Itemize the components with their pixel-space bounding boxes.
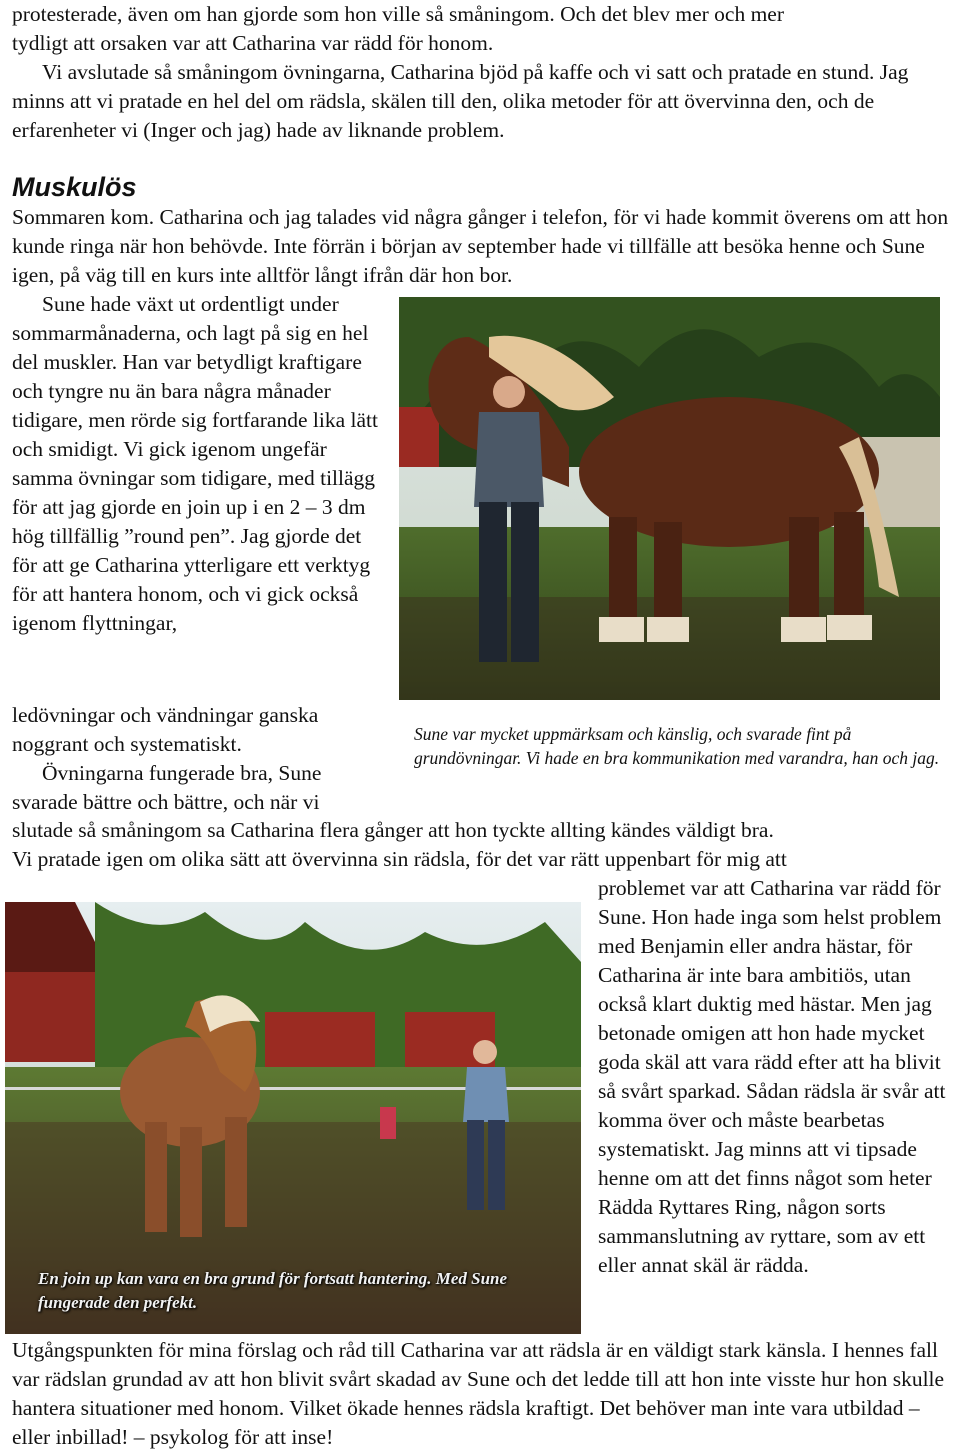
final-paragraph-block (12, 1336, 956, 1452)
photo-2-caption: En join up kan vara en bra grund för fortsatt hantering. Med Sune fungerade den perfekt. (38, 1269, 508, 1312)
section-paragraph-4a: Vi pratade igen om olika sätt att övervinna sin rädsla, för det var rätt uppenbart för mig att (12, 847, 787, 871)
section-paragraph-1-block (12, 203, 956, 290)
section-heading: Muskulös (12, 172, 137, 202)
section-paragraph-2b: ledövningar och vändningar ganska noggrant och systematiskt. (12, 703, 319, 756)
section-paragraph-5: Utgångspunkten för mina förslag och råd till Catharina var att rädsla är en väldigt stark känsla. I hennes fall var rädslan grundad av att hon blivit svårt skadad av Sune och det ledde till att hon inte visste hur hon skulle hantera situationer med honom. Vilket ökade hennes rädsla kraftigt. Det behöver man inte vara utbildad – eller inbillad! – psykolog för att inse! (12, 1338, 945, 1449)
intro-paragraph-2: Vi avslutade så småningom övningarna, Catharina bjöd på kaffe och vi satt och pratade en stund. Jag minns att vi pratade en hel del om rädsla, skälen till den, olika metoder för att övervinna den, och de erfarenheter vi (Inger och jag) hade av liknande problem. (12, 60, 909, 142)
section-heading-block (12, 170, 956, 204)
full-width-block (12, 816, 956, 874)
intro-line-1: protesterade, även om han gjorde som hon ville så småningom. Och det blev mer och mer (12, 2, 784, 26)
intro-block (12, 0, 956, 145)
horse-photo-1 (399, 297, 940, 700)
intro-line-2: tydligt att orsaken var att Catharina var rädd för honom. (12, 31, 494, 55)
section-paragraph-1: Sommaren kom. Catharina och jag talades vid några gånger i telefon, för vi hade kommit överens om att hon kunde ringa när hon behövde. Inte förrän i början av september hade vi tillfälle att besöka henne och Sune igen, på väg till en kurs inte alltför långt ifrån där hon bor. (12, 205, 949, 287)
right-column-text (598, 874, 956, 1280)
section-paragraph-3b: slutade så småningom sa Catharina flera gånger att hon tyckte allting kändes väldigt bra. (12, 818, 774, 842)
left-column-continuation (12, 701, 392, 817)
section-paragraph-4b: problemet var att Catharina var rädd för Sune. Hon hade inga som helst problem med Benjamin eller andra hästar, för Catharina är inte bara ambitiös, utan också klart duktig med hästar. Men jag betonade omigen att hon hade mycket goda skäl att vara rädd efter att ha blivit så svårt sparkad. Sådan rädsla är svår att komma över och måste bearbetas systematiskt. Jag minns att vi tipsade henne om att det finns något som heter Rädda Ryttares Ring, någon sorts sammanslutning av ryttare, som av ett eller annat skäl är rädda. (598, 876, 946, 1277)
section-paragraph-2: Sune hade växt ut ordentligt under sommarmånaderna, och lagt på sig en hel del muskler. Han var betydligt kraftigare och tyngre nu än bara några månader tidigare, men rörde sig fortfarande lika lätt och smidigt. Vi gick igenom ungefär samma övningar som tidigare, med tillägg för att jag gjorde en join up i en 2 – 3 dm hög tillfällig ”round pen”. Jag gjorde det för att ge Catharina ytterligare ett verktyg för att hantera honom, och vi gick också igenom flyttningar, (12, 292, 378, 635)
section-paragraph-3a: Övningarna fungerade bra, Sune svarade bättre och bättre, och när vi (12, 761, 322, 814)
photo-1-caption: Sune var mycket uppmärksam och känslig, och svarade fint på grundövningar. Vi hade en bra kommunikation med varandra, han och jag. (414, 724, 940, 768)
left-column-text (12, 290, 387, 638)
